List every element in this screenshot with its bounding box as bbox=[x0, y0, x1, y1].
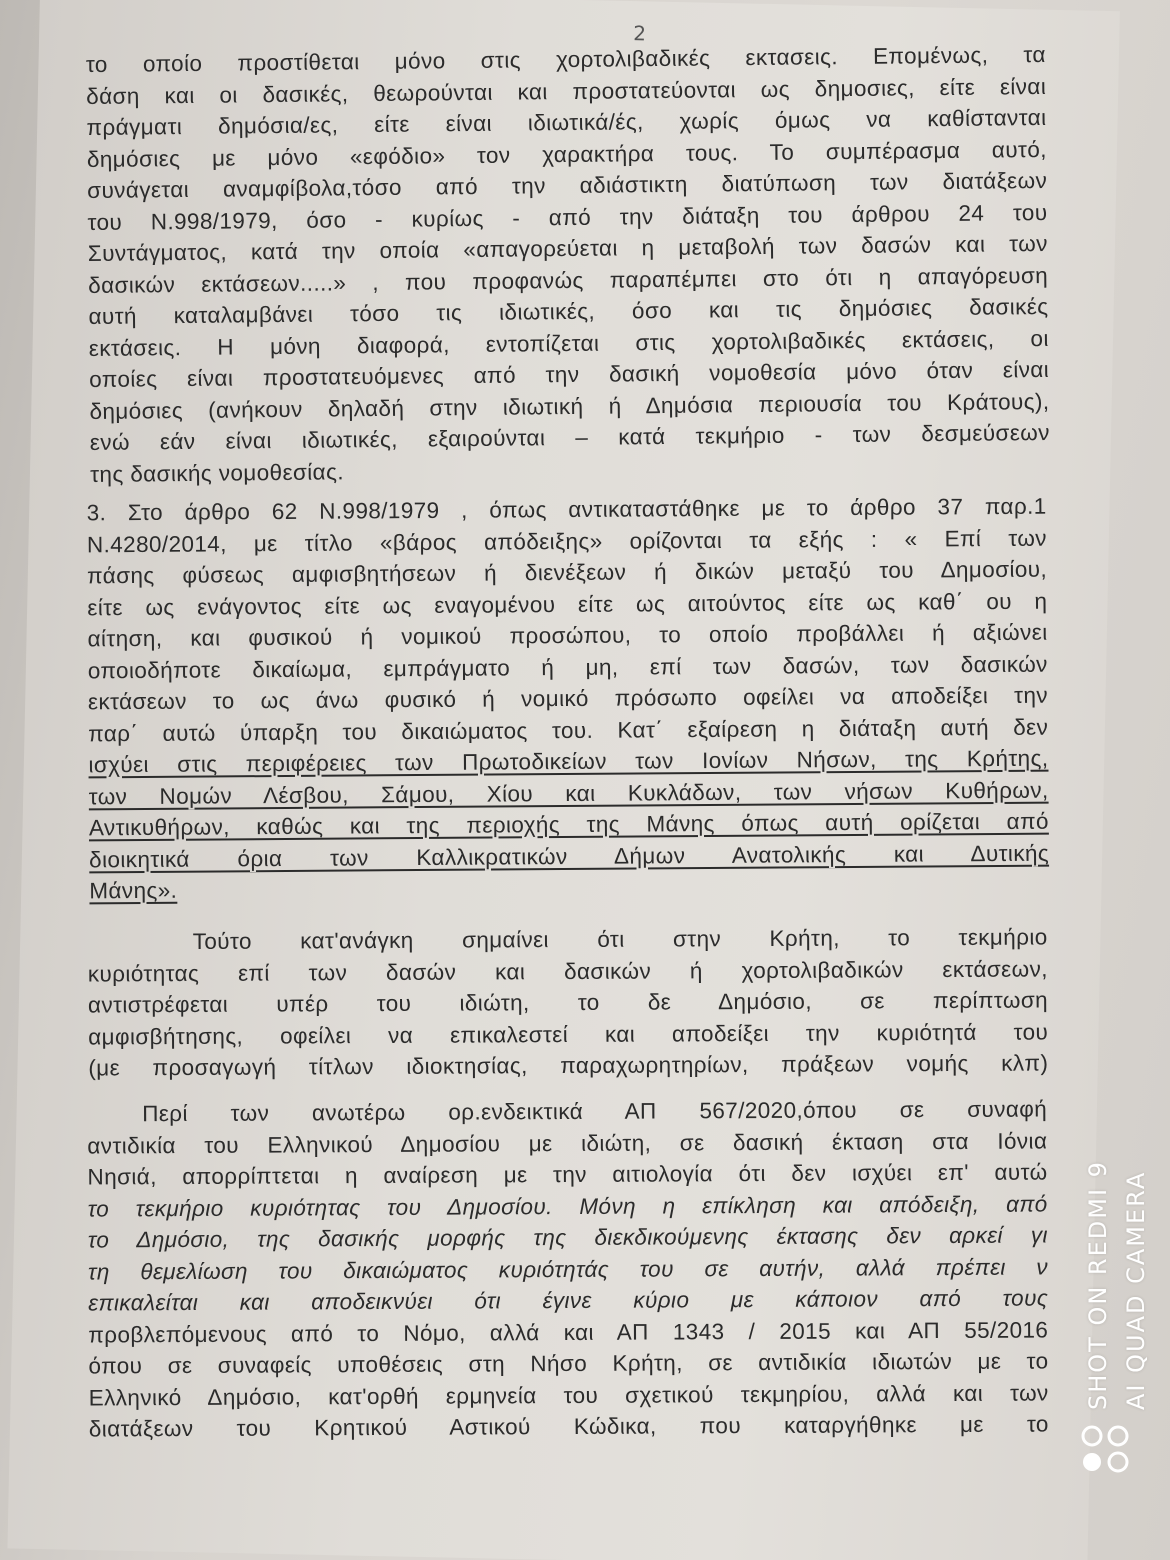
text-line: Νησιά, απορρίπτεται η αναίρεση με την αιτιολογία ότι δεν ισχύει επ' αυτώ bbox=[87, 1159, 1048, 1190]
text-line: όπου σε συναφείς υποθέσεις στη Νήσο Κρήτη, σε αντιδικία ιδιωτών με το bbox=[88, 1348, 1049, 1379]
text-line: Ν.4280/2014, με τίτλο «βάρος απόδειξης» ορίζονται τα εξής : « Επί των bbox=[86, 525, 1047, 557]
text-line: Συντάγματος, κατά την οποία «απαγορεύεται η μεταβολή των δασών και των bbox=[87, 230, 1048, 267]
text-line: δημόσιες (ανήκουν δηλαδή στην ιδιωτική ή Δημόσια περιουσία του Κράτους), bbox=[89, 388, 1050, 424]
text-line: οποίες είναι προστατευόμενες από την δασική νομοθεσία μόνο όταν είναι bbox=[89, 356, 1050, 393]
text-line-underlined: Αντικυθήρων, καθώς και της περιοχής της Μάνης όπως αυτή ορίζεται από bbox=[88, 808, 1049, 841]
text-line: αμφισβήτησης, οφείλει να επικαλεστεί και αποδείξει την κυριότητά του bbox=[88, 1018, 1049, 1050]
text-line: προβλεπόμενους από το Νόμο, αλλά και ΑΠ 1343 / 2015 και ΑΠ 55/2016 bbox=[88, 1316, 1049, 1348]
text-line-underlined: ισχύει στις περιφέρειες των Πρωτοδικείων των Ιονίων Νήσων, της Κρήτης, bbox=[88, 745, 1049, 778]
text-line-italic: το Δημόσιο, της δασικής μορφής της διεκδικούμενης έκτασης δεν αρκεί γι bbox=[87, 1222, 1048, 1253]
text-line: αυτή καταλαμβάνει τόσο τις ιδιωτικές, όσο και τις δημόσιες δασικές bbox=[88, 293, 1049, 330]
text-line: Ελληνικό Δημόσιο, κατ'ορθή ερμηνεία του σχετικού τεκμηρίου, αλλά και των bbox=[88, 1379, 1049, 1411]
text-line: το οποίο προστίθεται μόνο στις χορτολιβαδικές εκτασεις. Επομένως, τα bbox=[85, 41, 1046, 78]
text-line-underlined: διοικητικά όρια των Καλλικρατικών Δήμων Ανατολικής και Δυτικής bbox=[89, 840, 1050, 872]
text-line: πάσης φύσεως αμφισβητήσεων ή διενέξεων ή δικών μεταξύ του Δημοσίου, bbox=[87, 556, 1048, 589]
text-line: δάση και οι δασικές, θεωρούνται και προστατεύονται ως δημοσιες, είτε είναι bbox=[86, 73, 1047, 109]
text-line: ενώ εάν είναι ιδιωτικές, εξαιρούνται – κατά τεκμήριο - των δεσμεύσεων bbox=[89, 419, 1050, 456]
camera-lens-icon bbox=[1072, 1416, 1142, 1486]
text-line-italic: το τεκμήριο κυριότητας του Δημοσίου. Μόνη η επίκληση και απόδειξη, από bbox=[87, 1190, 1048, 1222]
text-line: της δασικής νομοθεσίας. bbox=[90, 458, 345, 487]
text-line: αντιστρέφεται υπέρ του ιδιώτη, το δε Δημόσιο, σε περίπτωση bbox=[87, 987, 1049, 1018]
paragraph-3 bbox=[88, 921, 1049, 1084]
text-line: διατάξεων του Κρητικού Αστικού Κώδικα, που καταργήθηκε με το bbox=[88, 1411, 1049, 1442]
text-line: πράγματι δημόσια/ες, είτε είναι ιδιωτικά/ές, χωρίς όμως να καθίστανται bbox=[86, 104, 1047, 141]
text-line: Περί των ανωτέρω ορ.ενδεικτικά ΑΠ 567/2020,όπου σε συναφή bbox=[142, 1096, 1048, 1127]
text-line-italic: επικαλείται και αποδεικνύει ότι έγινε κύριο με κάποιον από τους bbox=[88, 1285, 1049, 1316]
camera-watermark bbox=[1032, 980, 1152, 1500]
text-line: Τούτο κατ'ανάγκη σημαίνει ότι στην Κρήτη, το τεκμήριο bbox=[192, 924, 1048, 954]
paragraph-2 bbox=[87, 491, 1050, 907]
text-line: αντιδικία του Ελληνικού Δημοσίου με ιδιώτη, σε δασική έκταση στα Ιόνια bbox=[87, 1127, 1048, 1159]
text-line: του Ν.998/1979, όσο - κυρίως - από την διάταξη του άρθρου 24 του bbox=[87, 199, 1048, 235]
watermark-line-2: AI QUAD CAMERA bbox=[1122, 1170, 1150, 1410]
text-line: (με προσαγωγή τίτλων ιδιοκτησίας, παραχωρητηρίων, πράξεων νομής κλπ) bbox=[88, 1050, 1049, 1081]
text-line: είτε ως ενάγοντος είτε ως εναγομένου είτε ως αιτούντος είτε ως καθ΄ ου η bbox=[87, 588, 1048, 620]
watermark-line-1: SHOT ON REDMI 9 bbox=[1084, 1160, 1112, 1410]
text-line: εκτάσεων το ως άνω φυσικό ή νομικό πρόσωπο οφείλει να αποδείξει την bbox=[87, 682, 1049, 715]
paragraph-4 bbox=[87, 1093, 1049, 1445]
text-line-underlined: των Νομών Λέσβου, Σάμου, Χίου και Κυκλάδων, των νήσων Κυθήρων, bbox=[88, 777, 1049, 809]
text-line-italic: τη θεμελίωση του δικαιώματος κυριότητάς του σε αυτήν, αλλά πρέπει ν bbox=[87, 1253, 1049, 1285]
text-line: αίτηση, και φυσικού ή νομικού προσώπου, το οποίο προβάλλει ή αξιώνει bbox=[87, 619, 1048, 652]
text-line: 3. Στο άρθρο 62 Ν.998/1979 , όπως αντικαταστάθηκε με το άρθρο 37 παρ.1 bbox=[86, 493, 1047, 526]
text-line: εκτάσεις. Η μόνη διαφορά, εντοπίζεται στις χορτολιβαδικές εκτάσεις, οι bbox=[88, 325, 1049, 361]
page-number: 2 bbox=[633, 21, 647, 46]
text-line: δασικών εκτάσεων.....» , που προφανώς παραπέμπει στο ότι η απαγόρευση bbox=[88, 262, 1049, 298]
text-line: δημόσιες με μόνο «εφόδιο» τον χαρακτήρα τους. Το συμπέρασμα αυτό, bbox=[86, 136, 1047, 172]
text-line-underlined: Μάνης». bbox=[89, 877, 178, 904]
text-line: οποιοδήποτε δικαίωμα, εμπράγματο ή μη, επί των δασών, των δασικών bbox=[87, 651, 1048, 683]
text-line: συνάγεται αναμφίβολα,τόσο από την αδιάστικτη διατύπωση των διατάξεων bbox=[87, 167, 1048, 204]
paragraph-1 bbox=[86, 39, 1051, 490]
text-line: κυριότητας επί των δασών και δασικών ή χορτολιβαδικών εκτάσεων, bbox=[87, 955, 1048, 987]
text-line: παρ΄ αυτώ ύπαρξη του δικαιώματος του. Κατ΄ εξαίρεση η διάταξη αυτή δεν bbox=[88, 714, 1049, 746]
